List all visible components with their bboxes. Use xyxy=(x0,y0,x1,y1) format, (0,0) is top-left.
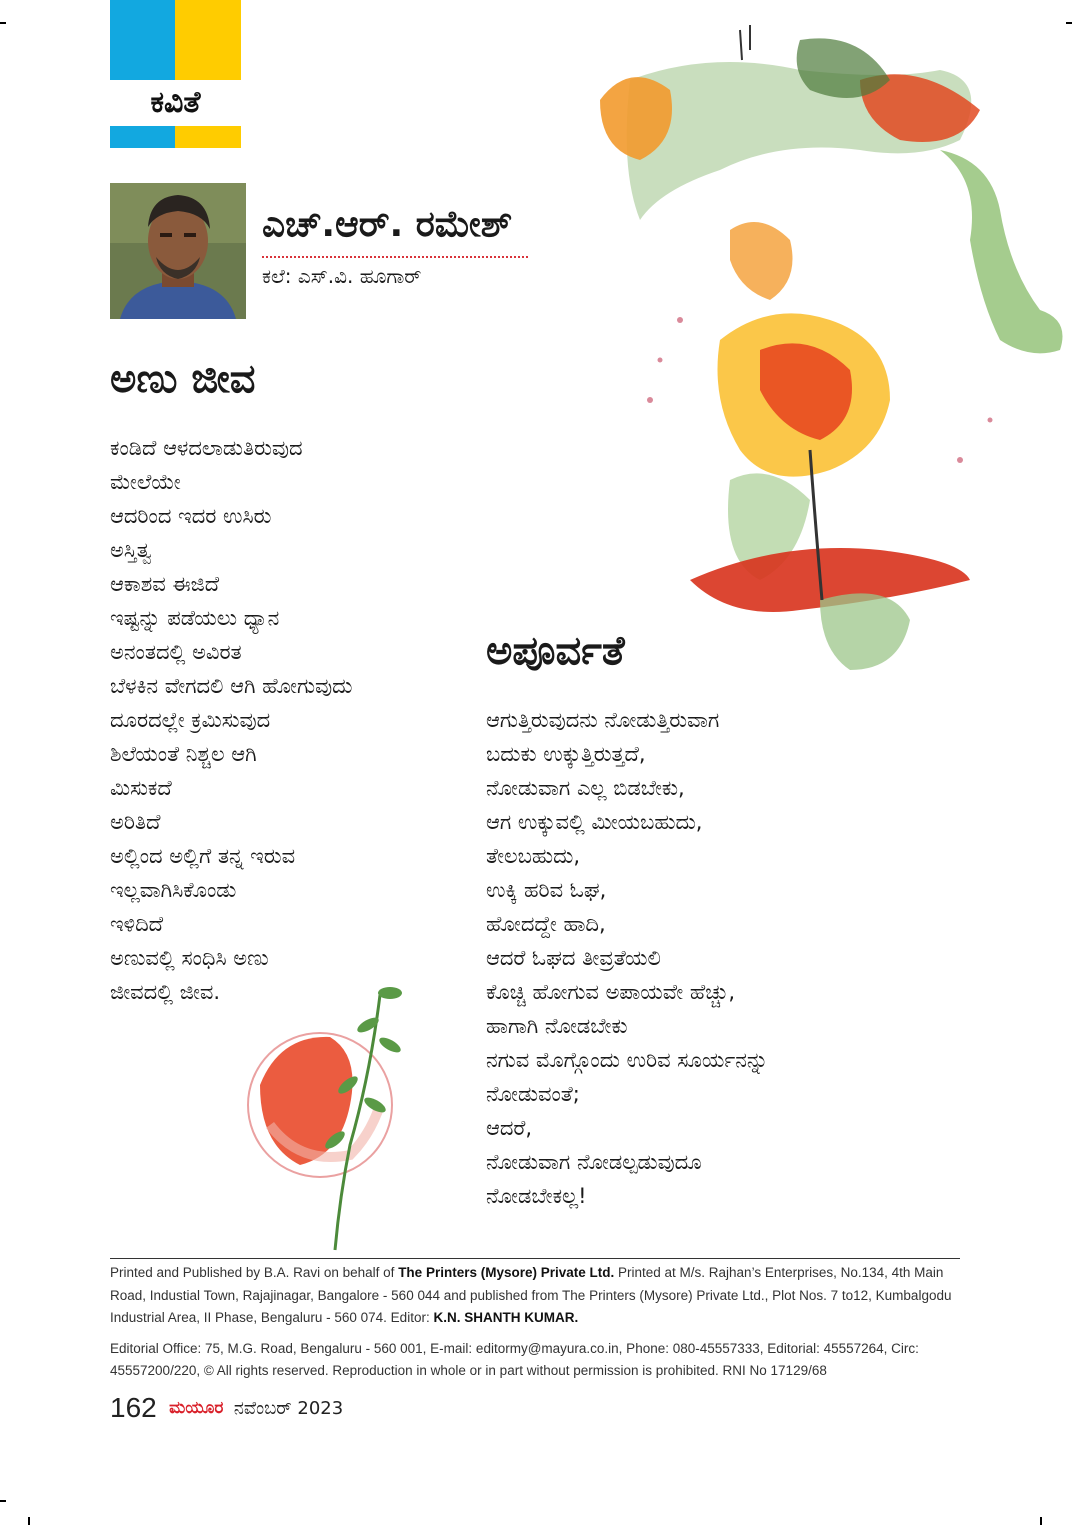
poem-line: ಕೊಚ್ಚಿ ಹೋಗುವ ಅಪಾಯವೇ ಹೆಚ್ಚು, xyxy=(486,980,736,1004)
poem-line: ಅನಂತದಲ್ಲಿ ಅವಿರತ xyxy=(110,640,242,664)
crop-mark xyxy=(1040,1517,1042,1525)
poem-line: ಅಸ್ತಿತ್ವ xyxy=(110,538,152,562)
imprint-text: Printed and Published by B.A. Ravi on behalf of xyxy=(110,1265,399,1280)
imprint-publisher xyxy=(110,1262,970,1330)
poem-line: ಜೀವದಲ್ಲಿ ಜೀವ. xyxy=(110,980,221,1004)
issue-date: ನವೆಂಬರ್‌ 2023 xyxy=(233,1397,344,1419)
poem-line: ಆಕಾಶವ ಈಜಿದೆ xyxy=(110,572,220,596)
imprint-editor: K.N. SHANTH KUMAR. xyxy=(433,1310,579,1325)
badge-yellow-strip xyxy=(175,126,241,148)
poem-line: ಆದರಿಂದ ಇದರ ಉಸಿರು xyxy=(110,504,272,528)
poem-line: ಇಲ್ಲವಾಗಿಸಿಕೊಂಡು xyxy=(110,878,237,902)
poem-line: ಹೋದದ್ದೇ ಹಾದಿ, xyxy=(486,912,606,936)
poem-line: ಮೇಲೆಯೇ xyxy=(110,470,181,494)
poem-line: ಆಗುತ್ತಿರುವುದನು ನೋಡುತ್ತಿರುವಾಗ xyxy=(486,708,720,732)
poem-2-title: ಅಪೂರ್ವತೆ xyxy=(486,628,625,674)
poem-line: ಆದರೆ, xyxy=(486,1116,533,1140)
poem-line: ಬದುಕು ಉಕ್ಕುತ್ತಿರುತ್ತದೆ, xyxy=(486,742,646,766)
poem-1-title: ಅಣು ಜೀವ xyxy=(110,356,256,402)
crop-mark xyxy=(0,22,6,24)
watercolor-illustration-bottom xyxy=(240,975,440,1255)
imprint-text: Printed at M/s. Rajhan’s Enterprises, No.134, 4th Main Road, Industial Town, Rajajinagar, Bangalore - 560 044 and published from The Printers (Mysore) Private Ltd., Plot Nos. 7 to12, Kumbalgodu Industrial Area, II Phase, Bengaluru - 560 074. Editor: xyxy=(110,1265,952,1325)
poem-line: ಕಂಡಿದೆ ಆಳದಲಾಡುತಿರುವುದ xyxy=(110,436,303,460)
poem-line: ನೋಡುವಂತೆ; xyxy=(486,1082,580,1106)
poem-line: ಹಾಗಾಗಿ ನೋಡಬೇಕು xyxy=(486,1014,628,1038)
poem-line: ಬೆಳಕಿನ ವೇಗದಲಿ ಆಗಿ ಹೋಗುವುದು xyxy=(110,674,353,698)
imprint-company: The Printers (Mysore) Private Ltd. xyxy=(398,1265,615,1280)
art-credit: ಕಲೆ: ಎಸ್‌.ವಿ. ಹೂಗಾರ್‌ xyxy=(262,264,422,288)
author-photo xyxy=(110,183,246,319)
poem-line: ನೋಡಬೇಕಲ್ಲ! xyxy=(486,1184,587,1208)
poem-line: ಶಿಲೆಯಂತೆ ನಿಶ್ಚಲ ಆಗಿ xyxy=(110,742,257,766)
crop-mark xyxy=(28,1517,30,1525)
imprint xyxy=(110,1262,970,1391)
crop-mark xyxy=(0,1500,6,1502)
poem-line: ಅಣುವಲ್ಲಿ ಸಂಧಿಸಿ ಅಣು xyxy=(110,946,269,970)
poem-1-body xyxy=(110,431,352,1009)
author-name: ಎಚ್‌.ಆರ್‌. ರಮೇಶ್‌ xyxy=(262,204,513,245)
watercolor-illustration-top xyxy=(560,20,1072,690)
poem-line: ಅರಿತಿದೆ xyxy=(110,810,161,834)
poem-2-body xyxy=(486,703,768,1213)
section-label: ಕವಿತೆ xyxy=(150,85,201,120)
poem-line: ನೋಡುವಾಗ ಎಲ್ಲ ಬಿಡಬೇಕು, xyxy=(486,776,685,800)
poem-line: ಇಷ್ಟನ್ನು ಪಡೆಯಲು ಧ್ಯಾನ xyxy=(110,606,280,630)
badge-blue-block xyxy=(110,0,175,80)
poem-line: ಅಲ್ಲಿಂದ ಅಲ್ಲಿಗೆ ತನ್ನ ಇರುವ xyxy=(110,844,296,868)
poem-line: ಆಗ ಉಕ್ಕುವಲ್ಲಿ ಮೀಯಬಹುದು, xyxy=(486,810,703,834)
poem-line: ಉಕ್ಕಿ ಹರಿವ ಓಘ, xyxy=(486,878,607,902)
author-divider xyxy=(262,256,528,258)
section-badge xyxy=(110,0,241,148)
poem-line: ಮಿಸುಕದೆ xyxy=(110,776,172,800)
poem-line: ಇಳಿದಿದೆ xyxy=(110,912,164,936)
page-number: 162 xyxy=(110,1392,157,1423)
page-footer xyxy=(110,1392,343,1424)
imprint-divider xyxy=(110,1258,960,1259)
poem-line: ನಗುವ ಮೊಗ್ಗೊಂದು ಉರಿವ ಸೂರ್ಯನನ್ನು xyxy=(486,1048,769,1072)
poem-line: ತೇಲಬಹುದು, xyxy=(486,844,580,868)
poem-line: ಆದರೆ ಓಘದ ತೀವ್ರತೆಯಲಿ xyxy=(486,946,661,970)
imprint-office: Editorial Office: 75, M.G. Road, Bengaluru - 560 001, E-mail: editormy@mayura.co.in, Phone: 080-45557333, Editorial: 45557264, Circ: 45557200/220, © All rights reserved. Reproduction in whole or in part without permission is prohibited. RNI No 17129/68 xyxy=(110,1340,919,1378)
magazine-logo: ಮಯೂರ xyxy=(169,1398,224,1418)
badge-yellow-block xyxy=(175,0,241,80)
badge-blue-strip xyxy=(110,126,175,148)
poem-line: ನೋಡುವಾಗ ನೋಡಲ್ಪಡುವುದೂ xyxy=(486,1150,702,1174)
poem-line: ದೂರದಲ್ಲೇ ಕ್ರಮಿಸುವುದ xyxy=(110,708,271,732)
